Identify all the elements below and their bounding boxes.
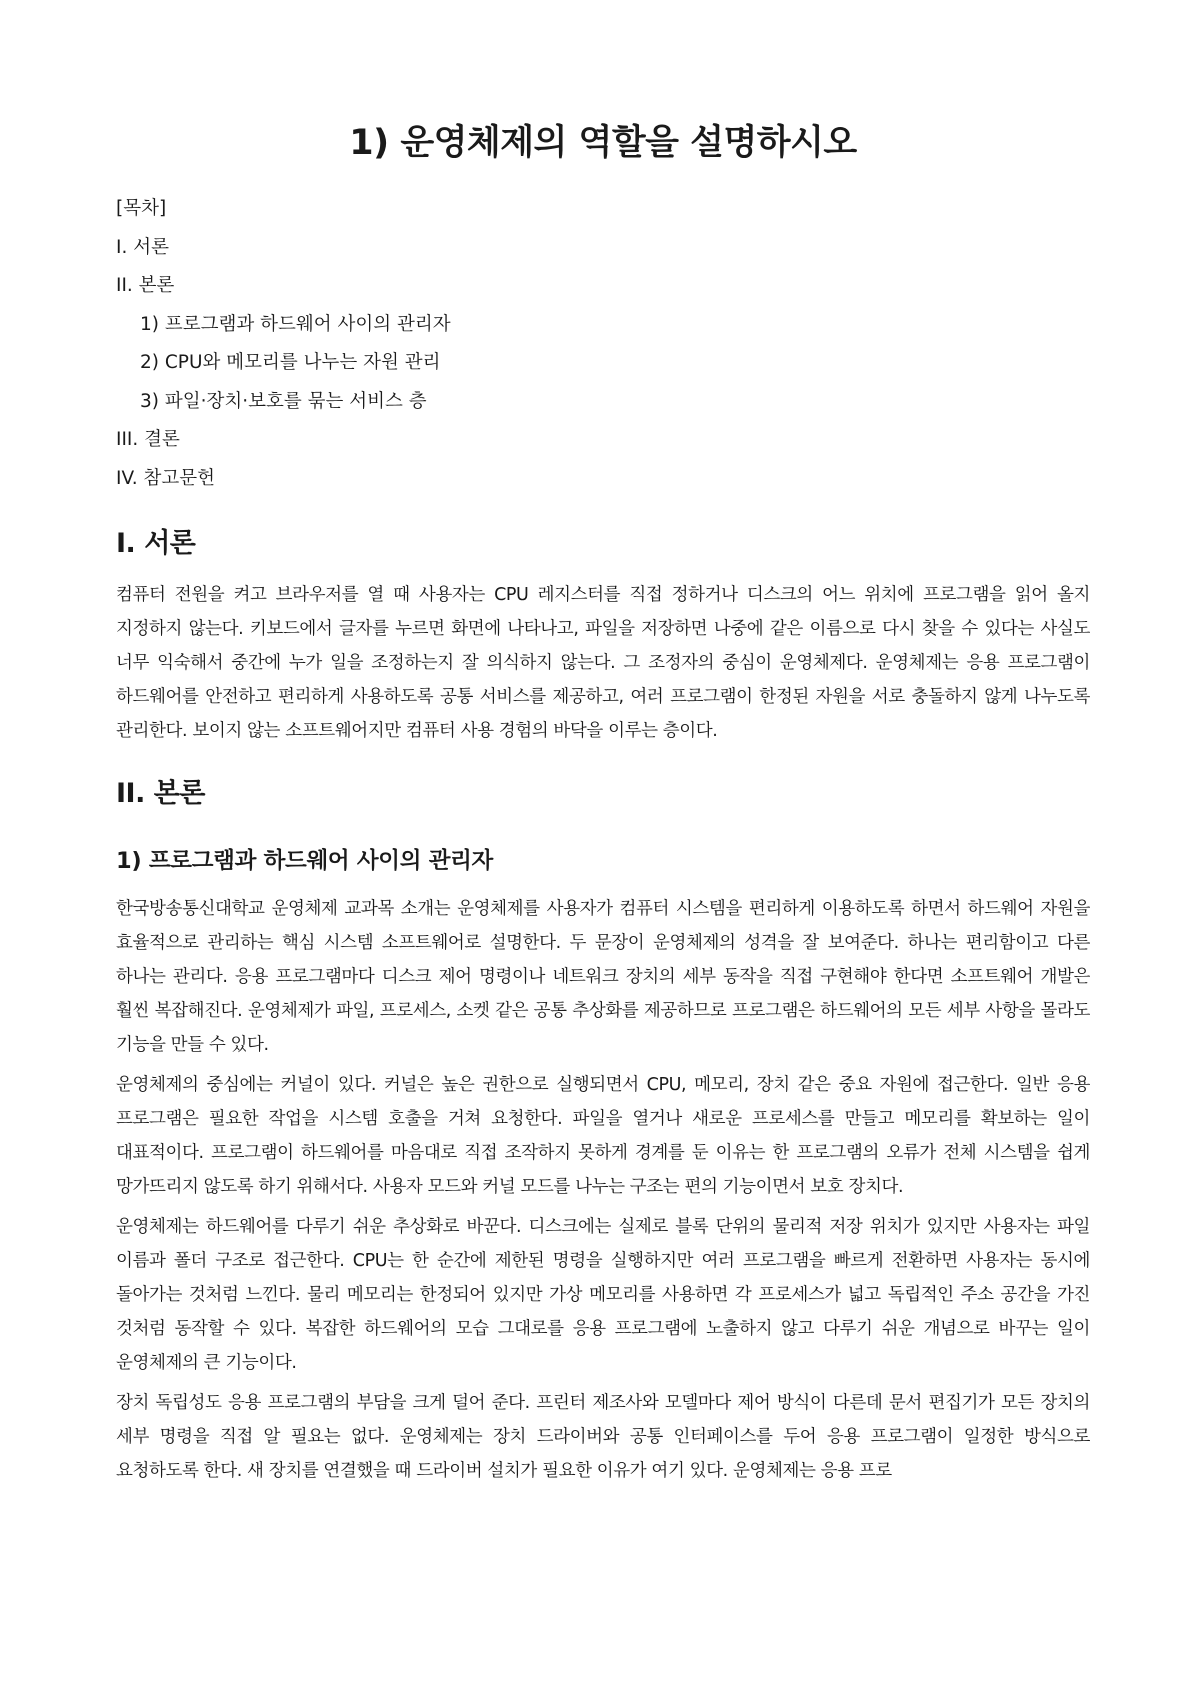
- section-heading-body: II. 본론: [116, 778, 205, 809]
- body-paragraph-3: 운영체제는 하드웨어를 다루기 쉬운 추상화로 바꾼다. 디스크에는 실제로 블록 단위의 물리적 저장 위치가 있지만 사용자는 파일 이름과 폴더 구조로 접근한다. CPU는 한 순간에 제한된 명령을 실행하지만 여러 프로그램을 빠르게 전환하면 사용자는 동시에 돌아가는 것처럼 느낀다. 물리 메모리는 한정되어 있지만 가상 메모리를 사용하면 각 프로세스가 넓고 독립적인 주소 공간을 가진 것처럼 동작할 수 있다. 복잡한 하드웨어의 모습 그대로를 응용 프로그램에 노출하지 않고 다루기 쉬운 개념으로 바꾸는 일이 운영체제의 큰 기능이다.: [116, 1217, 1090, 1373]
- body-paragraph-1: 한국방송통신대학교 운영체제 교과목 소개는 운영체제를 사용자가 컴퓨터 시스템을 편리하게 이용하도록 하면서 하드웨어 자원을 효율적으로 관리하는 핵심 시스템 소프트웨어로 설명한다. 두 문장이 운영체제의 성격을 잘 보여준다. 하나는 편리함이고 다른 하나는 관리다. 응용 프로그램마다 디스크 제어 명령이나 네트워크 장치의 세부 동작을 직접 구현해야 한다면 소프트웨어 개발은 훨씬 복잡해진다. 운영체제가 파일, 프로세스, 소켓 같은 공통 추상화를 제공하므로 프로그램은 하드웨어의 모든 세부 사항을 몰라도 기능을 만들 수 있다.: [116, 899, 1090, 1055]
- toc-item-intro: I. 서론: [116, 236, 169, 258]
- intro-paragraph: 컴퓨터 전원을 켜고 브라우저를 열 때 사용자는 CPU 레지스터를 직접 정하거나 디스크의 어느 위치에 프로그램을 읽어 올지 지정하지 않는다. 키보드에서 글자를 누르면 화면에 나타나고, 파일을 저장하면 나중에 같은 이름으로 다시 찾을 수 있다는 사실도 너무 익숙해서 중간에 누가 일을 조정하는지 잘 의식하지 않는다. 그 조정자의 중심이 운영체제다. 운영체제는 응용 프로그램이 하드웨어를 안전하고 편리하게 사용하도록 공통 서비스를 제공하고, 여러 프로그램이 한정된 자원을 서로 충돌하지 않게 나누도록 관리한다. 보이지 않는 소프트웨어지만 컴퓨터 사용 경험의 바닥을 이루는 층이다.: [116, 585, 1090, 741]
- body-paragraph-2: 운영체제의 중심에는 커널이 있다. 커널은 높은 권한으로 실행되면서 CPU, 메모리, 장치 같은 중요 자원에 접근한다. 일반 응용 프로그램은 필요한 작업을 시스템 호출을 거쳐 요청한다. 파일을 열거나 새로운 프로세스를 만들고 메모리를 확보하는 일이 대표적이다. 프로그램이 하드웨어를 마음대로 직접 조작하지 못하게 경계를 둔 이유는 한 프로그램의 오류가 전체 시스템을 쉽게 망가뜨리지 않도록 하기 위해서다. 사용자 모드와 커널 모드를 나누는 구조는 편의 기능이면서 보호 장치다.: [116, 1075, 1090, 1197]
- document-title: 1) 운영체제의 역할을 설명하시오: [349, 123, 857, 163]
- toc-item-conclusion: III. 결론: [116, 429, 180, 450]
- toc-heading: [목차]: [116, 198, 167, 219]
- toc-item-body-1: 1) 프로그램과 하드웨어 사이의 관리자: [140, 313, 451, 335]
- toc-item-references: IV. 참고문헌: [116, 467, 215, 489]
- table-of-contents: [116, 190, 1090, 498]
- body-paragraph-4: 장치 독립성도 응용 프로그램의 부담을 크게 덜어 준다. 프린터 제조사와 모델마다 제어 방식이 다른데 문서 편집기가 모든 장치의 세부 명령을 직접 알 필요는 없다. 운영체제는 장치 드라이버와 공통 인터페이스를 두어 응용 프로그램이 일정한 방식으로 요청하도록 한다. 새 장치를 연결했을 때 드라이버 설치가 필요한 이유가 여기 있다. 운영체제는 응용 프로: [116, 1393, 1090, 1481]
- section-heading-intro: I. 서론: [116, 528, 196, 559]
- toc-item-body-3: 3) 파일·장치·보호를 묶는 서비스 층: [140, 390, 427, 412]
- toc-item-body: II. 본론: [116, 275, 175, 296]
- toc-item-body-2: 2) CPU와 메모리를 나누는 자원 관리: [140, 352, 441, 373]
- subsection-heading-1: 1) 프로그램과 하드웨어 사이의 관리자: [116, 848, 493, 874]
